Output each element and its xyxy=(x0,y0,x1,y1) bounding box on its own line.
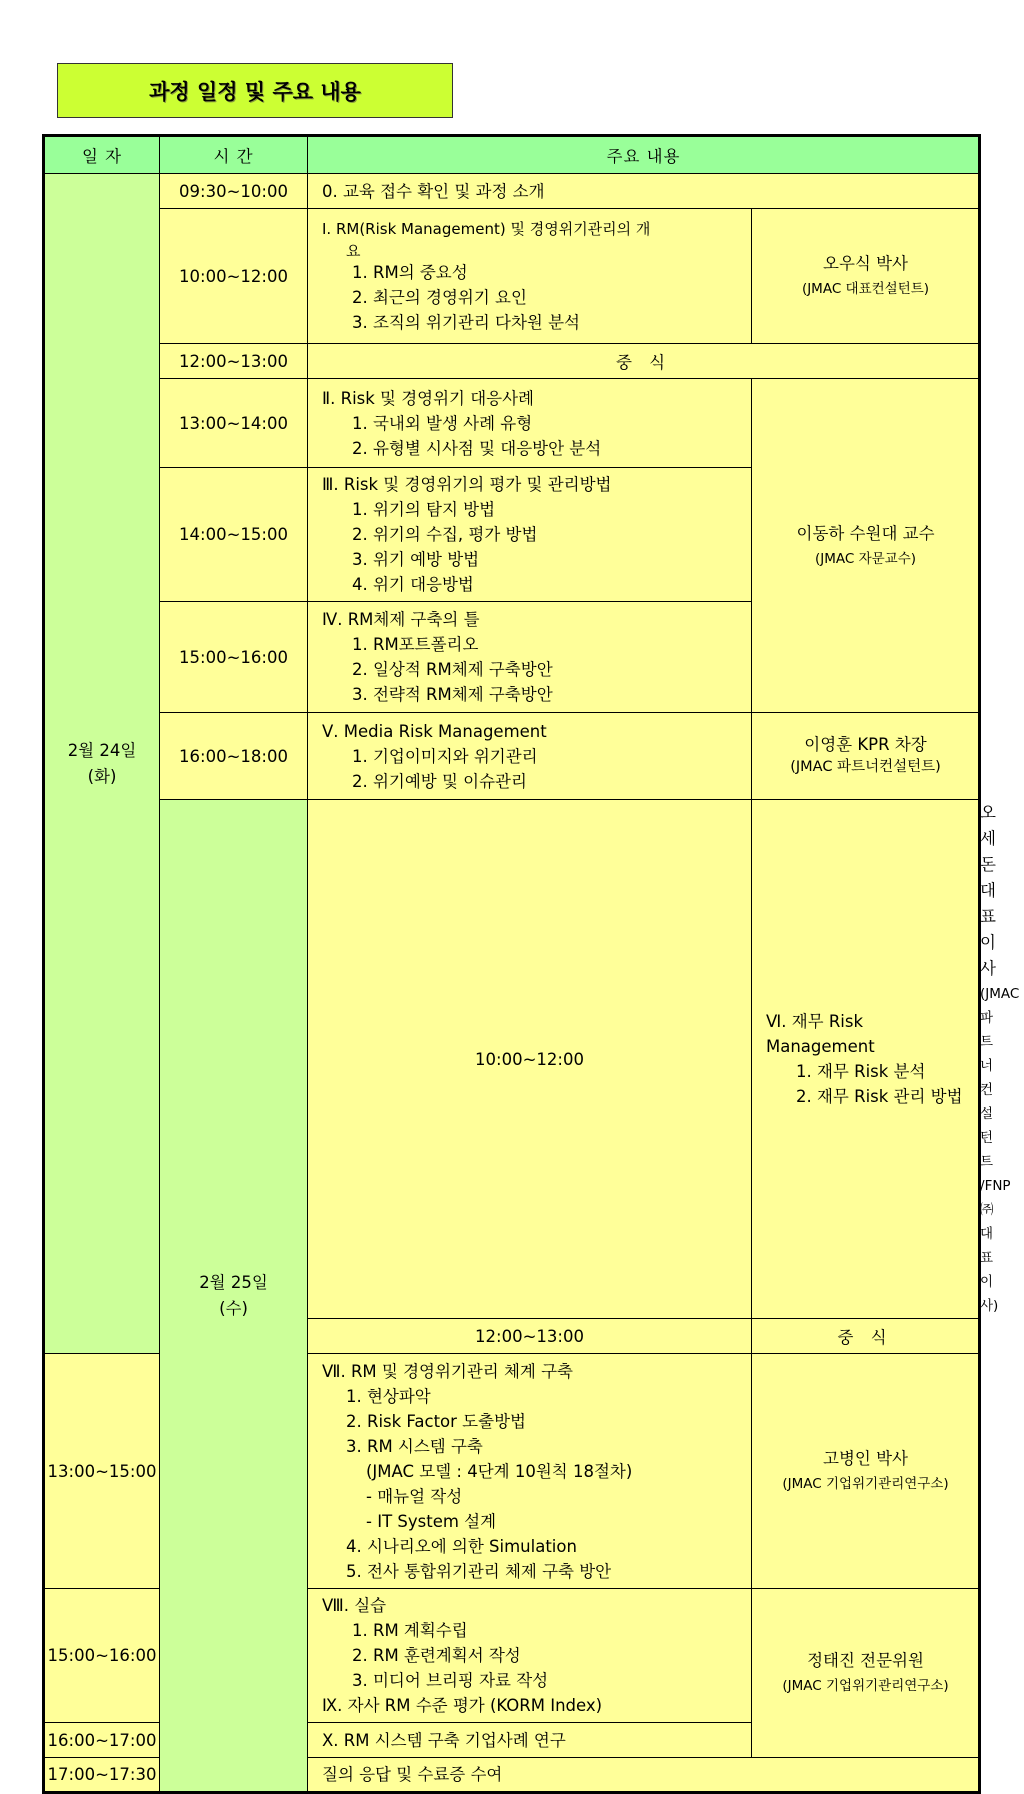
header-date: 일 자 xyxy=(44,136,160,174)
session-item: 2. 일상적 RM체제 구축방안 xyxy=(352,660,553,679)
table-row xyxy=(44,174,980,209)
session-item: 4. 시나리오에 의한 Simulation xyxy=(346,1536,577,1556)
session-item: 1. RM포트폴리오 xyxy=(352,635,479,654)
session-content xyxy=(308,1589,752,1723)
time-cell: 15:00~16:00 xyxy=(160,602,308,713)
session-item: 5. 전사 통합위기관리 체제 구축 방안 xyxy=(346,1561,612,1581)
header-row xyxy=(44,136,980,174)
instructor-name: 정태진 전문위원 xyxy=(807,1651,924,1670)
session-subitem: (JMAC 모델 : 4단계 10원칙 18절차) xyxy=(366,1461,633,1481)
header-time: 시 간 xyxy=(160,136,308,174)
instructor-name: 이동하 수원대 교수 xyxy=(796,523,935,543)
session-item: 2. 재무 Risk 관리 방법 xyxy=(796,1087,963,1106)
session-content xyxy=(308,379,752,468)
instructor-cell xyxy=(752,209,980,344)
day-cell xyxy=(44,174,160,1354)
session-content: 0. 교육 접수 확인 및 과정 소개 xyxy=(308,174,980,209)
session-item: 1. RM의 중요성 xyxy=(352,263,468,282)
instructor-affiliation: (JMAC 대표컨설턴트) xyxy=(801,281,930,297)
schedule-table xyxy=(42,134,1020,1794)
instructor-affiliation: (JMAC 기업위기관리연구소) xyxy=(782,1678,949,1694)
instructor-cell xyxy=(752,379,980,713)
page-title: 과정 일정 및 주요 내용 xyxy=(57,63,453,118)
session-item: 1. 기업이미지와 위기관리 xyxy=(352,746,538,766)
session-item: 1. 현상파악 xyxy=(346,1386,431,1406)
session-item: 1. RM 계획수립 xyxy=(352,1621,468,1640)
session-item: 3. RM 시스템 구축 xyxy=(346,1436,483,1456)
time-cell: 12:00~13:00 xyxy=(160,344,308,379)
time-cell: 13:00~15:00 xyxy=(44,1354,160,1589)
session-heading: Ⅲ. Risk 및 경영위기의 평가 및 관리방법 xyxy=(322,475,612,494)
session-item: 4. 위기 대응방법 xyxy=(352,575,474,594)
time-cell: 12:00~13:00 xyxy=(308,1319,752,1354)
table-row xyxy=(44,713,980,800)
day-weekday: (수) xyxy=(219,1298,248,1318)
session-subitem: - 매뉴얼 작성 xyxy=(366,1486,463,1506)
session-item: 3. 미디어 브리핑 자료 작성 xyxy=(352,1671,549,1690)
session-item: 3. 위기 예방 방법 xyxy=(352,550,480,569)
session-heading: Ⅳ. RM체제 구축의 틀 xyxy=(322,610,480,629)
table-row xyxy=(44,209,980,344)
session-content: Ⅹ. RM 시스템 구축 기업사례 연구 xyxy=(308,1723,752,1758)
session-item: 3. 조직의 위기관리 다차원 분석 xyxy=(352,313,580,332)
session-heading: Ⅸ. 자사 RM 수준 평가 (KORM Index) xyxy=(322,1696,603,1715)
day-date: 2월 24일 xyxy=(67,740,137,760)
session-heading: Ⅵ. 재무 Risk Management xyxy=(766,1012,875,1056)
session-item: 2. RM 훈련계획서 작성 xyxy=(352,1646,521,1665)
lunch-cell: 중 식 xyxy=(752,1319,980,1354)
table-row: 2월 25일 (수) 10:00~12:00 Ⅵ. 재무 Risk Management 1. 재무 Risk 분석 2. 재무 Risk 관리 방법 오세돈 대표이사 (JMAC 파트너컨설턴트 /FNP㈜ 대표이사) xyxy=(44,800,980,1319)
time-cell: 13:00~14:00 xyxy=(160,379,308,468)
session-item: 2. Risk Factor 도출방법 xyxy=(346,1411,526,1431)
time-cell: 16:00~18:00 xyxy=(160,713,308,800)
instructor-cell xyxy=(752,713,980,800)
instructor-cell xyxy=(752,1354,980,1589)
session-subitem: - IT System 설계 xyxy=(366,1511,497,1531)
session-content: 질의 응답 및 수료증 수여 xyxy=(308,1758,980,1793)
session-content xyxy=(308,1354,752,1589)
session-content xyxy=(308,209,752,344)
day-date: 2월 25일 xyxy=(199,1272,268,1292)
time-cell: 17:00~17:30 xyxy=(44,1758,160,1793)
instructor-name: 이영훈 KPR 차장 xyxy=(804,735,927,754)
session-content xyxy=(752,800,980,1319)
session-item: 2. 위기예방 및 이슈관리 xyxy=(352,771,527,791)
table-row xyxy=(44,344,980,379)
time-cell: 09:30~10:00 xyxy=(160,174,308,209)
session-heading: Ⅷ. 실습 xyxy=(322,1596,387,1615)
day-weekday: (화) xyxy=(87,766,117,786)
session-heading-cont: 요 xyxy=(346,242,361,260)
session-heading: Ⅴ. Media Risk Management xyxy=(322,721,547,741)
instructor-name: 오우식 박사 xyxy=(823,254,908,273)
instructor-cell xyxy=(752,1589,980,1758)
time-cell: 10:00~12:00 xyxy=(308,800,752,1319)
table-row xyxy=(44,379,980,468)
instructor-affiliation: (JMAC 파트너컨설턴트) xyxy=(790,759,941,775)
day-cell xyxy=(160,800,308,1793)
session-item: 1. 국내외 발생 사례 유형 xyxy=(352,413,533,433)
session-content xyxy=(308,713,752,800)
session-content xyxy=(308,468,752,602)
session-item: 2. 위기의 수집, 평가 방법 xyxy=(352,525,538,544)
session-item: 2. 유형별 시사점 및 대응방안 분석 xyxy=(352,438,602,458)
lunch-cell: 중 식 xyxy=(308,344,980,379)
instructor-affiliation: (JMAC 자문교수) xyxy=(814,550,917,567)
time-cell: 14:00~15:00 xyxy=(160,468,308,602)
session-content xyxy=(308,602,752,713)
time-cell: 15:00~16:00 xyxy=(44,1589,160,1723)
time-cell: 10:00~12:00 xyxy=(160,209,308,344)
session-item: 2. 최근의 경영위기 요인 xyxy=(352,288,527,307)
instructor-name: 고병인 박사 xyxy=(823,1449,908,1468)
session-heading: Ⅶ. RM 및 경영위기관리 체계 구축 xyxy=(322,1361,573,1381)
header-content: 주요 내용 xyxy=(308,136,980,174)
session-item: 3. 전략적 RM체제 구축방안 xyxy=(352,685,553,704)
session-item: 1. 위기의 탐지 방법 xyxy=(352,500,496,519)
time-cell: 16:00~17:00 xyxy=(44,1723,160,1758)
session-heading: Ⅱ. Risk 및 경영위기 대응사례 xyxy=(322,388,534,408)
session-item: 1. 재무 Risk 분석 xyxy=(796,1062,926,1081)
session-heading: Ⅰ. RM(Risk Management) 및 경영위기관리의 개 xyxy=(322,220,651,238)
instructor-affiliation: (JMAC 기업위기관리연구소) xyxy=(782,1476,949,1492)
